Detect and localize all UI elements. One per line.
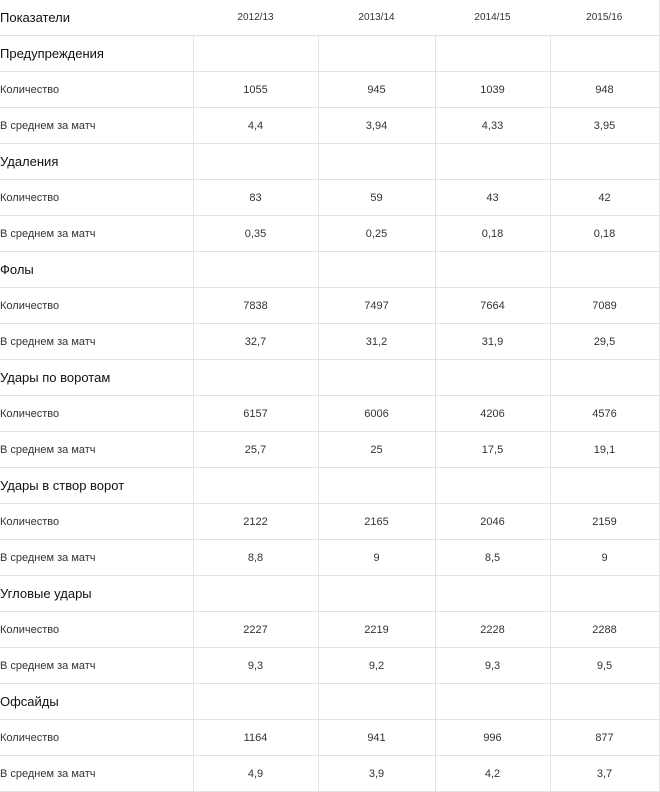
row-label: Количество	[0, 720, 193, 756]
value-cell: 3,9	[318, 756, 435, 792]
value-cell: 4,33	[435, 108, 550, 144]
empty-cell	[318, 144, 435, 180]
value-cell: 42	[550, 180, 659, 216]
value-cell: 2219	[318, 612, 435, 648]
value-cell: 2288	[550, 612, 659, 648]
row-label: Количество	[0, 180, 193, 216]
value-cell: 9	[318, 540, 435, 576]
value-cell: 6157	[193, 396, 318, 432]
row-label: В среднем за матч	[0, 540, 193, 576]
year-header: 2012/13	[237, 12, 274, 23]
value-cell: 877	[550, 720, 659, 756]
value-cell: 3,94	[318, 108, 435, 144]
empty-cell	[193, 36, 318, 72]
value-cell: 6006	[318, 396, 435, 432]
section-row	[0, 144, 659, 180]
empty-cell	[435, 36, 550, 72]
table-body	[0, 36, 659, 792]
row-label: В среднем за матч	[0, 648, 193, 684]
empty-cell	[435, 684, 550, 720]
value-cell: 7838	[193, 288, 318, 324]
year-header: 2013/14	[358, 12, 395, 23]
value-cell: 7497	[318, 288, 435, 324]
empty-cell	[318, 468, 435, 504]
value-cell: 31,2	[318, 324, 435, 360]
value-cell: 25	[318, 432, 435, 468]
value-cell: 941	[318, 720, 435, 756]
value-cell: 1055	[193, 72, 318, 108]
value-cell: 25,7	[193, 432, 318, 468]
value-cell: 7089	[550, 288, 659, 324]
empty-cell	[435, 576, 550, 612]
section-title: Предупреждения	[0, 36, 193, 72]
row-label: Количество	[0, 612, 193, 648]
value-cell: 2159	[550, 504, 659, 540]
value-cell: 0,25	[318, 216, 435, 252]
value-cell: 31,9	[435, 324, 550, 360]
year-header: 2014/15	[474, 12, 511, 23]
empty-cell	[193, 144, 318, 180]
value-cell: 43	[435, 180, 550, 216]
row-label: В среднем за матч	[0, 216, 193, 252]
section-title: Удары по воротам	[0, 360, 193, 396]
value-cell: 2165	[318, 504, 435, 540]
value-cell: 9,3	[193, 648, 318, 684]
data-row	[0, 720, 659, 756]
data-row	[0, 432, 659, 468]
value-cell: 1039	[435, 72, 550, 108]
value-cell: 2228	[435, 612, 550, 648]
row-label: Количество	[0, 504, 193, 540]
empty-cell	[550, 468, 659, 504]
empty-cell	[435, 144, 550, 180]
empty-cell	[550, 684, 659, 720]
data-row	[0, 216, 659, 252]
data-row	[0, 612, 659, 648]
value-cell: 4,9	[193, 756, 318, 792]
row-label: В среднем за матч	[0, 756, 193, 792]
value-cell: 3,7	[550, 756, 659, 792]
section-row	[0, 360, 659, 396]
value-cell: 4,2	[435, 756, 550, 792]
section-row	[0, 36, 659, 72]
value-cell: 3,95	[550, 108, 659, 144]
empty-cell	[193, 252, 318, 288]
empty-cell	[550, 360, 659, 396]
value-cell: 59	[318, 180, 435, 216]
value-cell: 4206	[435, 396, 550, 432]
header-row	[0, 0, 659, 36]
data-row	[0, 288, 659, 324]
empty-cell	[318, 684, 435, 720]
section-row	[0, 684, 659, 720]
value-cell: 17,5	[435, 432, 550, 468]
value-cell: 948	[550, 72, 659, 108]
row-label: Количество	[0, 72, 193, 108]
empty-cell	[193, 468, 318, 504]
value-cell: 83	[193, 180, 318, 216]
empty-cell	[435, 360, 550, 396]
value-cell: 9,3	[435, 648, 550, 684]
section-row	[0, 468, 659, 504]
data-row	[0, 324, 659, 360]
value-cell: 4,4	[193, 108, 318, 144]
row-label: В среднем за матч	[0, 324, 193, 360]
empty-cell	[193, 576, 318, 612]
empty-cell	[193, 684, 318, 720]
section-row	[0, 252, 659, 288]
empty-cell	[318, 36, 435, 72]
data-row	[0, 180, 659, 216]
value-cell: 8,5	[435, 540, 550, 576]
section-title: Угловые удары	[0, 576, 193, 612]
value-cell: 9	[550, 540, 659, 576]
data-row	[0, 648, 659, 684]
empty-cell	[550, 252, 659, 288]
value-cell: 2122	[193, 504, 318, 540]
empty-cell	[318, 252, 435, 288]
value-cell: 19,1	[550, 432, 659, 468]
row-label: Количество	[0, 396, 193, 432]
empty-cell	[318, 576, 435, 612]
value-cell: 996	[435, 720, 550, 756]
row-label: В среднем за матч	[0, 108, 193, 144]
value-cell: 29,5	[550, 324, 659, 360]
value-cell: 0,35	[193, 216, 318, 252]
value-cell: 0,18	[435, 216, 550, 252]
value-cell: 32,7	[193, 324, 318, 360]
value-cell: 1164	[193, 720, 318, 756]
row-label: В среднем за матч	[0, 432, 193, 468]
empty-cell	[550, 36, 659, 72]
data-row	[0, 756, 659, 792]
data-row	[0, 396, 659, 432]
empty-cell	[435, 252, 550, 288]
value-cell: 2046	[435, 504, 550, 540]
data-row	[0, 72, 659, 108]
data-row	[0, 540, 659, 576]
empty-cell	[550, 144, 659, 180]
section-title: Фолы	[0, 252, 193, 288]
value-cell: 7664	[435, 288, 550, 324]
value-cell: 945	[318, 72, 435, 108]
section-title: Удары в створ ворот	[0, 468, 193, 504]
section-title: Удаления	[0, 144, 193, 180]
value-cell: 2227	[193, 612, 318, 648]
empty-cell	[550, 576, 659, 612]
value-cell: 9,2	[318, 648, 435, 684]
section-title: Офсайды	[0, 684, 193, 720]
empty-cell	[318, 360, 435, 396]
data-row	[0, 108, 659, 144]
year-header: 2015/16	[550, 0, 659, 36]
empty-cell	[193, 360, 318, 396]
header-label: Показатели	[0, 10, 70, 25]
section-row	[0, 576, 659, 612]
value-cell: 8,8	[193, 540, 318, 576]
value-cell: 9,5	[550, 648, 659, 684]
row-label: Количество	[0, 288, 193, 324]
value-cell: 4576	[550, 396, 659, 432]
empty-cell	[435, 468, 550, 504]
data-row	[0, 504, 659, 540]
value-cell: 0,18	[550, 216, 659, 252]
